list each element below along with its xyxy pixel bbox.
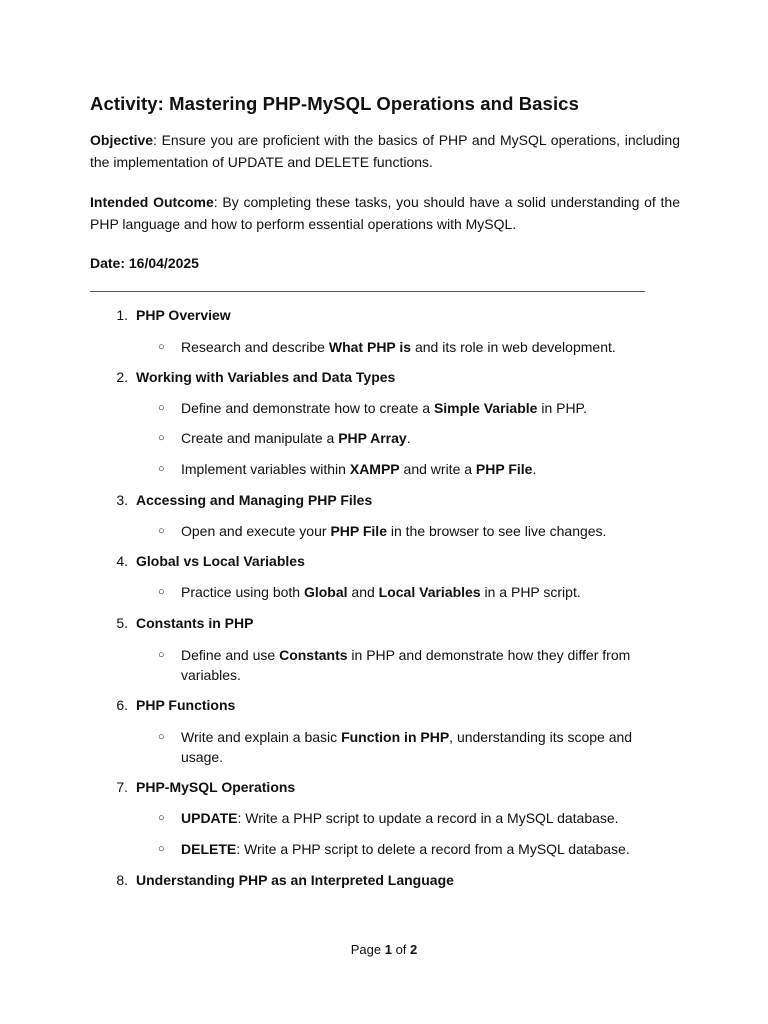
bold-term: PHP File [330, 523, 387, 539]
list-item-title: Working with Variables and Data Types [136, 369, 396, 385]
outcome-label: Intended Outcome [90, 194, 214, 210]
list-item-title: Constants in PHP [136, 615, 254, 631]
text-run: Research and describe [181, 339, 329, 355]
list-sub-item-text [181, 808, 651, 828]
objective-paragraph [90, 129, 680, 173]
text-run: : Write a PHP script to delete a record from a MySQL database. [236, 841, 630, 857]
page-title: Activity: Mastering PHP-MySQL Operations and Basics [90, 93, 579, 114]
list-sub-item-text [181, 337, 651, 357]
list-item-number: 7. [116, 779, 128, 795]
bold-term: Simple Variable [433, 400, 538, 416]
footer-total-pages: 2 [410, 942, 418, 957]
list-sub-item-text [181, 428, 651, 448]
text-run: in PHP. [537, 400, 587, 416]
hollow-bullet-icon: ○ [158, 843, 165, 855]
list-item-number: 3. [116, 492, 128, 508]
hollow-bullet-icon: ○ [158, 432, 165, 444]
footer-page-word: Page [350, 942, 385, 957]
text-run: in a PHP script. [480, 584, 581, 600]
list-sub-item-text [181, 398, 651, 418]
list-item-number: 5. [116, 615, 128, 631]
objective-text: : Ensure you are proficient with the basics of PHP and MySQL operations, including the implementation of UPDATE and DELETE functions. [90, 132, 680, 170]
bold-term: PHP File [475, 461, 533, 477]
hollow-bullet-icon: ○ [158, 341, 165, 353]
horizontal-divider [90, 291, 645, 292]
list-item-number: 6. [116, 697, 128, 713]
hollow-bullet-icon: ○ [158, 812, 165, 824]
list-item-number: 8. [116, 872, 128, 888]
list-item-title: PHP-MySQL Operations [136, 779, 296, 795]
text-run: and [347, 584, 379, 600]
hollow-bullet-icon: ○ [158, 402, 165, 414]
hollow-bullet-icon: ○ [158, 586, 165, 598]
list-sub-item-text [181, 459, 651, 479]
hollow-bullet-icon: ○ [158, 463, 165, 475]
footer-of-word: of [391, 942, 411, 957]
text-run: : Write a PHP script to update a record in a MySQL database. [237, 810, 619, 826]
list-item-title: Global vs Local Variables [136, 553, 305, 569]
text-run: in the browser to see live changes. [386, 523, 607, 539]
bold-term: What PHP is [328, 339, 412, 355]
list-sub-item-text [181, 645, 651, 685]
objective-label: Objective [90, 132, 154, 148]
list-sub-item-text [181, 727, 651, 767]
list-item-number: 2. [116, 369, 128, 385]
text-run: in PHP and demonstrate how they differ from variables. [181, 647, 631, 683]
outcome-paragraph [90, 191, 680, 235]
text-run: Define and demonstrate how to create a [181, 400, 434, 416]
hollow-bullet-icon: ○ [158, 649, 165, 661]
list-sub-item-text [181, 582, 651, 602]
bold-term: Constants [279, 647, 348, 663]
text-run: Implement variables within [181, 461, 350, 477]
bold-term: Local Variables [378, 584, 481, 600]
bold-term: Global [303, 584, 348, 600]
list-item-title: Understanding PHP as an Interpreted Language [136, 872, 454, 888]
footer-current-page: 1 [384, 942, 392, 957]
list-item-title: PHP Functions [136, 697, 236, 713]
date-line: Date: 16/04/2025 [90, 255, 199, 271]
text-run: Practice using both [181, 584, 304, 600]
bold-term: XAMPP [349, 461, 400, 477]
outcome-text: : By completing these tasks, you should have a solid understanding of the PHP language and how to perform essential operations with MySQL. [90, 194, 680, 232]
text-run: , understanding its scope and usage. [181, 729, 633, 765]
bold-term: PHP Array [338, 430, 407, 446]
bold-term: DELETE [181, 841, 237, 857]
hollow-bullet-icon: ○ [158, 525, 165, 537]
text-run: and its role in web development. [411, 339, 616, 355]
text-run: . [532, 461, 537, 477]
hollow-bullet-icon: ○ [158, 731, 165, 743]
list-sub-item-text [181, 839, 651, 859]
list-item-title: Accessing and Managing PHP Files [136, 492, 373, 508]
text-run: . [406, 430, 411, 446]
bold-term: UPDATE [181, 810, 238, 826]
text-run: and write a [399, 461, 476, 477]
list-item-title: PHP Overview [136, 307, 231, 323]
text-run: Define and use [181, 647, 280, 663]
list-item-number: 1. [116, 307, 128, 323]
list-sub-item-text [181, 521, 651, 541]
page-footer [0, 942, 768, 957]
bold-term: Function in PHP [341, 729, 450, 745]
list-item-number: 4. [116, 553, 128, 569]
text-run: Open and execute your [181, 523, 331, 539]
text-run: Write and explain a basic [181, 729, 342, 745]
text-run: Create and manipulate a [181, 430, 339, 446]
